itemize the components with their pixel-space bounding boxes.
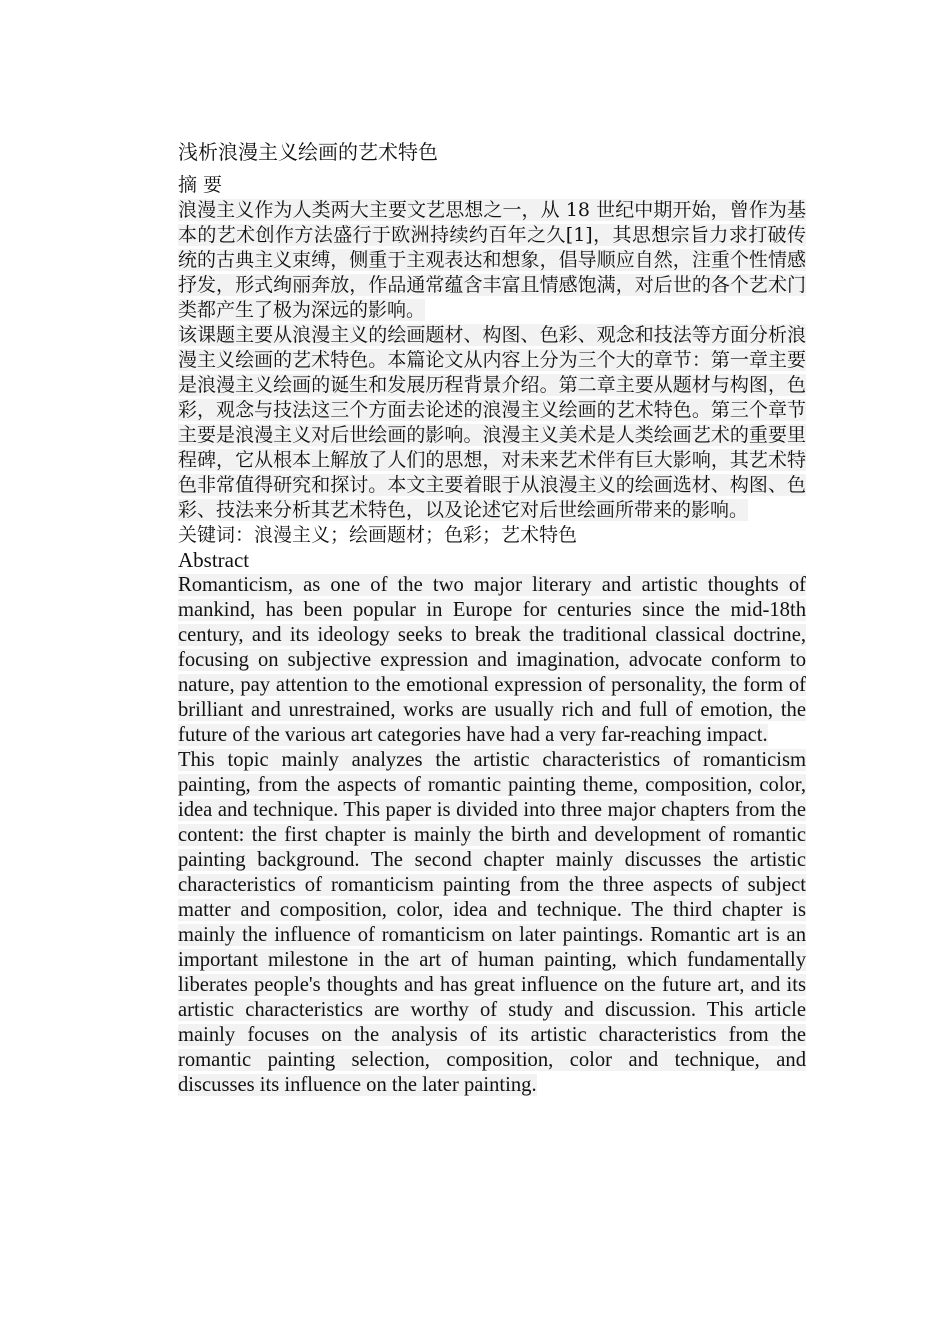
document-page	[178, 138, 806, 1098]
abstract-en-paragraph-1-text: Romanticism, as one of the two major literary and artistic thoughts of mankind, has been popular in Europe for centuries since the mid-18th century, and its ideology seeks to break the traditional classical doctrine, focusing on subjective expression and imagination, advocate conform to nature, pay attention to the emotional expression of personality, the form of brilliant and unrestrained, works are usually rich and full of emotion, the future of the various art categories have had a very far-reaching impact.	[178, 574, 806, 746]
abstract-cn-paragraph-2	[178, 323, 806, 523]
abstract-cn-paragraph-2-text: 该课题主要从浪漫主义的绘画题材、构图、色彩、观念和技法等方面分析浪漫主义绘画的艺术特色。本篇论文从内容上分为三个大的章节：第一章主要是浪漫主义绘画的诞生和发展历程背景介绍。第二章主要从题材与构图，色彩，观念与技法这三个方面去论述的浪漫主义绘画的艺术特色。第三个章节主要是浪漫主义对后世绘画的影响。浪漫主义美术是人类绘画艺术的重要里程碑，它从根本上解放了人们的思想，对未来艺术伴有巨大影响，其艺术特色非常值得研究和探讨。本文主要着眼于从浪漫主义的绘画选材、构图、色彩、技法来分析其艺术特色，以及论述它对后世绘画所带来的影响。	[178, 324, 806, 521]
abstract-en-paragraph-2-text: This topic mainly analyzes the artistic characteristics of romanticism painting, from the aspects of romantic painting theme, composition, color, idea and technique. This paper is divided into three major chapters from the content: the first chapter is mainly the birth and development of romantic painting background. The second chapter mainly discusses the artistic characteristics of romanticism painting from the three aspects of subject matter and composition, color, idea and technique. The third chapter is mainly the influence of romanticism on later paintings. Romantic art is an important milestone in the art of human painting, which fundamentally liberates people's thoughts and has great influence on the future art, and its artistic characteristics are worthy of study and discussion. This article mainly focuses on the analysis of its artistic characteristics from the romantic painting selection, composition, color and technique, and discusses its influence on the later painting.	[178, 749, 806, 1096]
abstract-en-paragraph-2	[178, 748, 806, 1098]
abstract-en-paragraph-1	[178, 573, 806, 748]
abstract-cn-label: 摘 要	[178, 174, 223, 196]
document-title: 浅析浪漫主义绘画的艺术特色	[178, 140, 438, 164]
abstract-cn-paragraph-1	[178, 198, 806, 323]
keywords-cn	[178, 523, 806, 548]
abstract-en-label: Abstract	[178, 548, 250, 572]
keywords-cn-text: 关键词：浪漫主义；绘画题材；色彩；艺术特色	[178, 524, 578, 546]
abstract-cn-paragraph-1-text: 浪漫主义作为人类两大主要文艺思想之一，从 18 世纪中期开始，曾作为基本的艺术创作方法盛行于欧洲持续约百年之久[1]，其思想宗旨力求打破传统的古典主义束缚，侧重于主观表达和想象，倡导顺应自然，注重个性情感抒发，形式绚丽奔放，作品通常蕴含丰富且情感饱满，对后世的各个艺术门类都产生了极为深远的影响。	[178, 199, 806, 321]
